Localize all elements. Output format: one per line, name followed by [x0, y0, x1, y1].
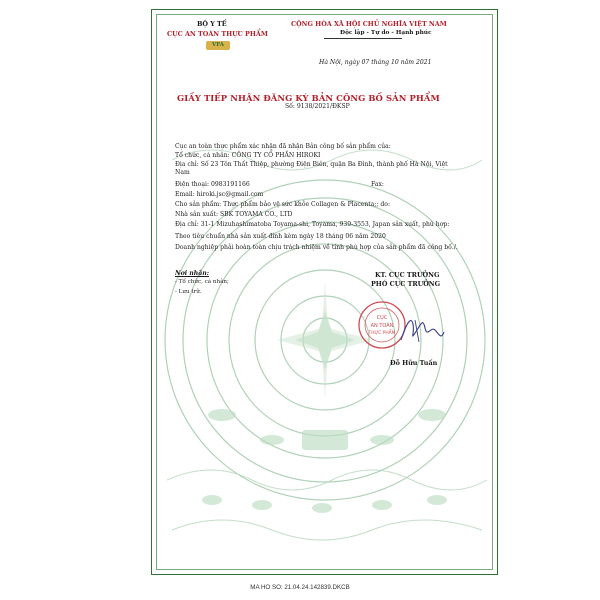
intro-text: Cục an toàn thực phẩm xác nhận đã nhận Bản công bố sản phẩm của: — [175, 143, 391, 150]
signature-title-2: PHÓ CỤC TRƯỞNG — [371, 280, 441, 288]
motto-underline — [324, 38, 402, 39]
handwritten-signature — [397, 312, 447, 346]
document-title: GIẤY TIẾP NHẬN ĐĂNG KÝ BẢN CÔNG BỐ SẢN PHẨM — [177, 93, 440, 103]
stamp-line-1: CỤC — [376, 315, 388, 321]
phone-line: Điện thoại: 0983191166 — [175, 181, 250, 188]
stamp-line-3: THỰC PHẨM — [368, 331, 396, 336]
recipient-item: - Lưu trữ. — [175, 289, 202, 295]
product-line: Cho sản phẩm: Thực phẩm bảo vệ sức khỏe Collagen & Placenta;; do: — [175, 201, 391, 208]
dossier-code: MA HO SO: 21.04.24.142839.DKCB — [250, 584, 350, 591]
certificate-document — [151, 9, 498, 575]
national-motto: Độc lập - Tự do - Hạnh phúc — [340, 30, 432, 36]
address-line-2: Nam — [175, 169, 190, 176]
manufacturer-line: Nhà sản xuất: SBK TOYAMA CO., LTD — [175, 211, 293, 218]
vfa-logo: VFA — [206, 41, 230, 50]
agency-name: CỤC AN TOÀN THỰC PHẨM — [167, 30, 268, 38]
signer-name: Đỗ Hữu Tuấn — [390, 359, 438, 367]
email-line: Email: hiroki.jsc@gmail.com — [175, 191, 264, 198]
document-number: Số: 9138/2021/ĐKSP — [285, 103, 350, 110]
signature-title-1: KT. CỤC TRƯỞNG — [375, 271, 440, 279]
fax-line: Fax: — [371, 181, 384, 188]
recipient-item: - Tổ chức, cá nhân; — [175, 279, 229, 285]
responsibility-line: Doanh nghiệp phải hoàn toàn chịu trách nhiệm về tính phù hợp của sản phẩm đã công bố./. — [175, 244, 458, 251]
organization-line: Tổ chức, cá nhân: CÔNG TY CỔ PHẦN HIROKI — [175, 152, 321, 159]
manufacturer-address: Địa chỉ: 31-1 Mizuhashimatoba Toyama-shi, Toyama, 939-3553, Japan sản xuất, phù hợp: — [175, 221, 450, 228]
recipients-label: Nơi nhận: — [175, 270, 210, 277]
address-line-1: Địa chỉ: Số 23 Tôn Thất Thiệp, phường Điện Biên, quận Ba Đình, thành phố Hà Nội, Việt — [175, 161, 448, 168]
republic-name: CỘNG HÒA XÃ HỘI CHỦ NGHĨA VIỆT NAM — [291, 20, 447, 28]
issue-date: Hà Nội, ngày 07 tháng 10 năm 2021 — [319, 59, 432, 66]
stamp-line-2: AN TOÀN — [370, 323, 394, 329]
ministry-name: BỘ Y TẾ — [197, 20, 227, 28]
standard-line: Theo tiêu chuẩn nhà sản xuất đính kèm ngày 18 tháng 06 năm 2020 — [175, 233, 386, 240]
